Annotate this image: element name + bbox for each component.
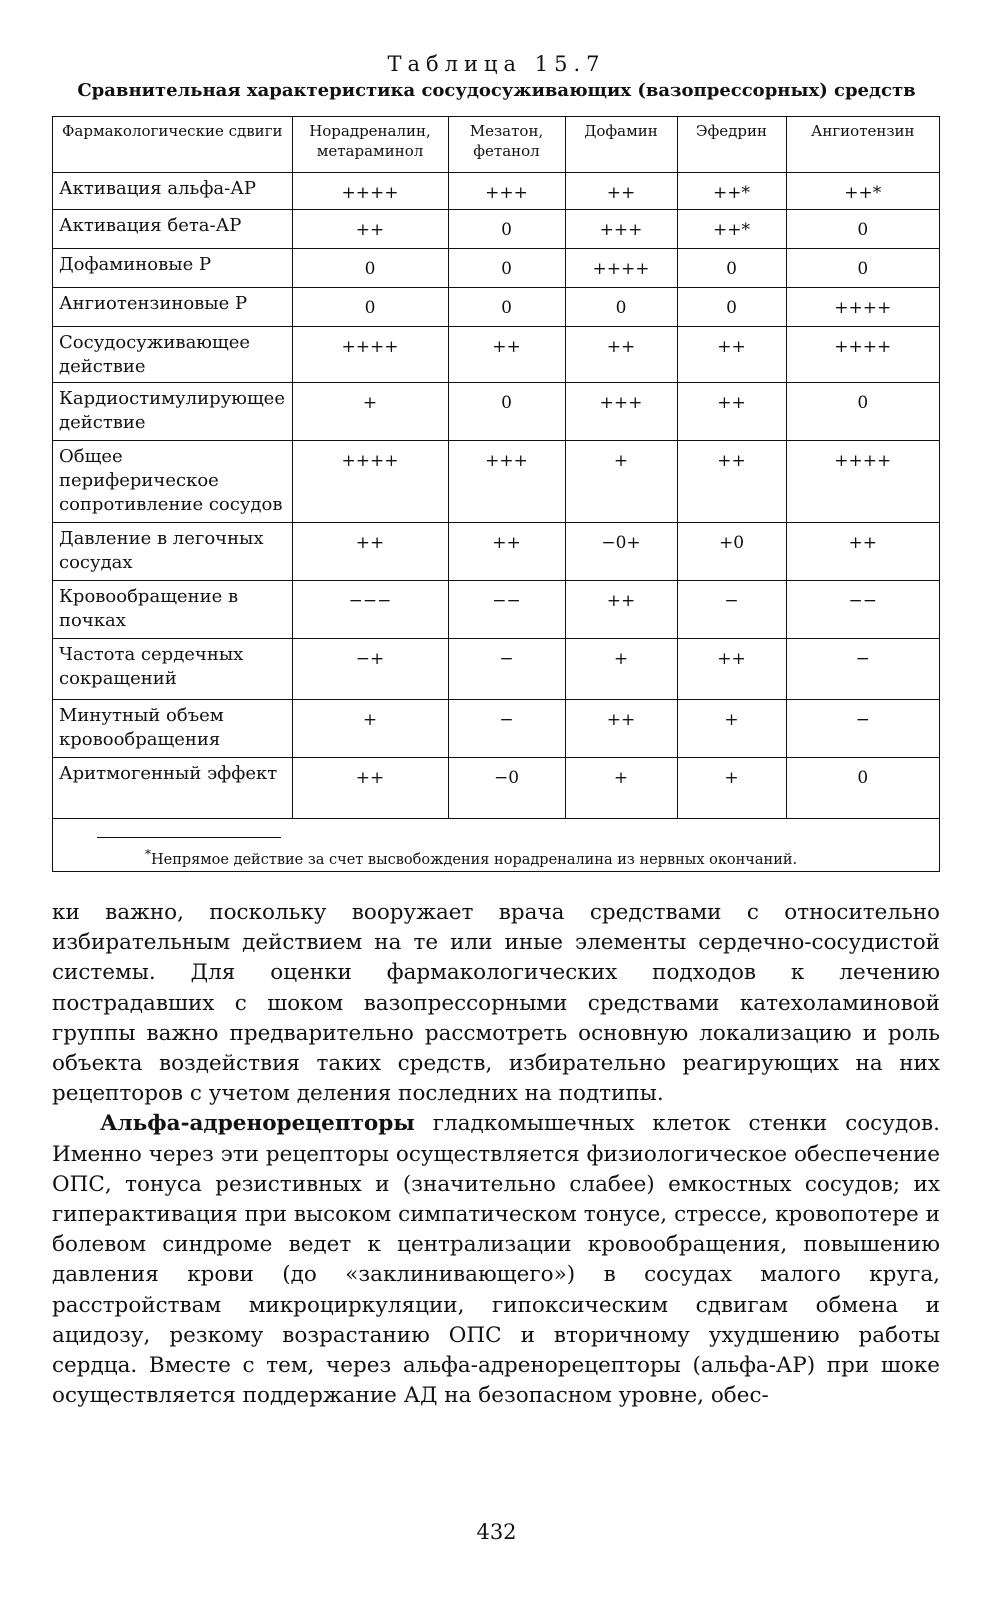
value-cell: −+	[292, 638, 448, 699]
value-cell: 0	[448, 382, 565, 440]
value-cell: ++++	[292, 326, 448, 382]
value-cell: 0	[448, 248, 565, 287]
header-cell: Эфедрин	[677, 117, 786, 172]
value-cell: 0	[677, 248, 786, 287]
value-cell: ++	[448, 522, 565, 580]
value-cell: ++++	[786, 440, 939, 522]
value-cell: ++*	[786, 172, 939, 209]
row-label: Минутный объем кровообращения	[53, 699, 292, 757]
value-cell: ++++	[292, 172, 448, 209]
row-label: Дофаминовые Р	[53, 248, 292, 287]
value-cell: ++	[292, 522, 448, 580]
value-cell: 0	[565, 287, 677, 326]
value-cell: ++++	[565, 248, 677, 287]
table-caption-title: Сравнительная характеристика сосудосуживающих (вазопрессорных) средств	[77, 80, 916, 101]
value-cell: 0	[292, 287, 448, 326]
value-cell: 0	[786, 382, 939, 440]
row-label: Кровообращение в почках	[53, 580, 292, 638]
value-cell: 0	[786, 209, 939, 248]
value-cell: ++	[292, 209, 448, 248]
value-cell: +++	[448, 172, 565, 209]
value-cell: −	[677, 580, 786, 638]
value-cell: ++	[677, 440, 786, 522]
value-cell: +	[677, 757, 786, 818]
value-cell: 0	[292, 248, 448, 287]
value-cell: +++	[565, 209, 677, 248]
row-label: Активация бета-АР	[53, 209, 292, 248]
table-row	[53, 757, 939, 818]
value-cell: ++++	[786, 287, 939, 326]
table-header-row	[53, 117, 939, 172]
value-cell: +	[292, 699, 448, 757]
row-label: Общее периферическое сопротивление сосудов	[53, 440, 292, 522]
paragraph	[52, 1109, 940, 1411]
table-row	[53, 248, 939, 287]
footnote-text: Непрямое действие за счет высвобождения норадреналина из нервных окончаний.	[151, 851, 798, 868]
row-label: Сосудосуживающее действие	[53, 326, 292, 382]
paragraph: ки важно, поскольку вооружает врача средствами с относительно избирательным действием на те или иные элементы сердечно-сосудистой системы. Для оценки фармакологических подходов к лечению пострадавших с шоком вазопрессорными средствами катехоламиновой группы важно предварительно рассмотреть основную локализацию и роль объекта воздействия таких средств, избирательно реагирующих на них рецепторов с учетом деления последних на подтипы.	[52, 900, 940, 1107]
value-cell: ++	[448, 326, 565, 382]
value-cell: −	[786, 699, 939, 757]
table-row	[53, 699, 939, 757]
value-cell: −	[448, 699, 565, 757]
value-cell: −0+	[565, 522, 677, 580]
row-label: Аритмогенный эффект	[53, 757, 292, 818]
value-cell: +	[565, 638, 677, 699]
row-label: Давление в легочных сосудах	[53, 522, 292, 580]
footnote-mark: *	[145, 847, 151, 861]
header-cell: Ангиотензин	[786, 117, 939, 172]
value-cell: ++++	[292, 440, 448, 522]
table-row	[53, 382, 939, 440]
value-cell: +	[565, 757, 677, 818]
value-cell: ++	[565, 580, 677, 638]
value-cell: ++	[677, 382, 786, 440]
table-row	[53, 522, 939, 580]
table-caption-label: Таблица 15.7	[387, 52, 606, 76]
row-label: Активация альфа-АР	[53, 172, 292, 209]
value-cell: −−	[448, 580, 565, 638]
table-row	[53, 287, 939, 326]
value-cell: +++	[565, 382, 677, 440]
value-cell: ++*	[677, 209, 786, 248]
row-label: Ангиотензиновые Р	[53, 287, 292, 326]
header-cell: Мезатон, фетанол	[448, 117, 565, 172]
value-cell: +	[565, 440, 677, 522]
value-cell: −−−	[292, 580, 448, 638]
value-cell: 0	[786, 248, 939, 287]
value-cell: +++	[448, 440, 565, 522]
value-cell: ++	[565, 326, 677, 382]
value-cell: ++	[677, 326, 786, 382]
value-cell: −	[786, 638, 939, 699]
value-cell: +0	[677, 522, 786, 580]
row-label: Частота сердечных сокращений	[53, 638, 292, 699]
bold-term: Альфа-адренорецепторы	[100, 1111, 415, 1137]
table-row	[53, 172, 939, 209]
value-cell: 0	[448, 209, 565, 248]
body-text	[52, 898, 940, 1411]
value-cell: −−	[786, 580, 939, 638]
table-row	[53, 326, 939, 382]
value-cell: 0	[677, 287, 786, 326]
table-row	[53, 440, 939, 522]
table-row	[53, 638, 939, 699]
value-cell: 0	[448, 287, 565, 326]
value-cell: ++	[565, 172, 677, 209]
value-cell: ++	[677, 638, 786, 699]
value-cell: −	[448, 638, 565, 699]
value-cell: ++*	[677, 172, 786, 209]
comparison-table	[52, 116, 940, 872]
header-cell: Фармакологические сдвиги	[53, 117, 292, 172]
value-cell: ++	[786, 522, 939, 580]
table-footnote	[53, 837, 939, 871]
value-cell: ++++	[786, 326, 939, 382]
value-cell: +	[292, 382, 448, 440]
table-row	[53, 580, 939, 638]
value-cell: −0	[448, 757, 565, 818]
value-cell: ++	[292, 757, 448, 818]
value-cell: ++	[565, 699, 677, 757]
row-label: Кардиостимулирующее действие	[53, 382, 292, 440]
header-cell: Дофамин	[565, 117, 677, 172]
value-cell: 0	[786, 757, 939, 818]
paragraph-text: гладкомышечных клеток стенки сосудов. Именно через эти рецепторы осуществляется физиологическое обеспечение ОПС, тонуса резистивных и (значительно слабее) емкостных сосудов; их гиперактивация при высоком симпатическом тонусе, стрессе, кровопотере и болевом синдроме ведет к централизации кровообращения, повышению давления крови (до «заклинивающего») в сосудах малого круга, расстройствам микроциркуляции, гипоксическим сдвигам обмена и ацидозу, резкому возрастанию ОПС и вторичному ухудшению работы сердца. Вместе с тем, через альфа-адренорецепторы (альфа-АР) при шоке осуществляется поддержание АД на безопасном уровне, обес-	[52, 1111, 940, 1409]
table-row	[53, 209, 939, 248]
page-number: 432	[476, 1520, 517, 1544]
value-cell: +	[677, 699, 786, 757]
header-cell: Норадреналин, метараминол	[292, 117, 448, 172]
